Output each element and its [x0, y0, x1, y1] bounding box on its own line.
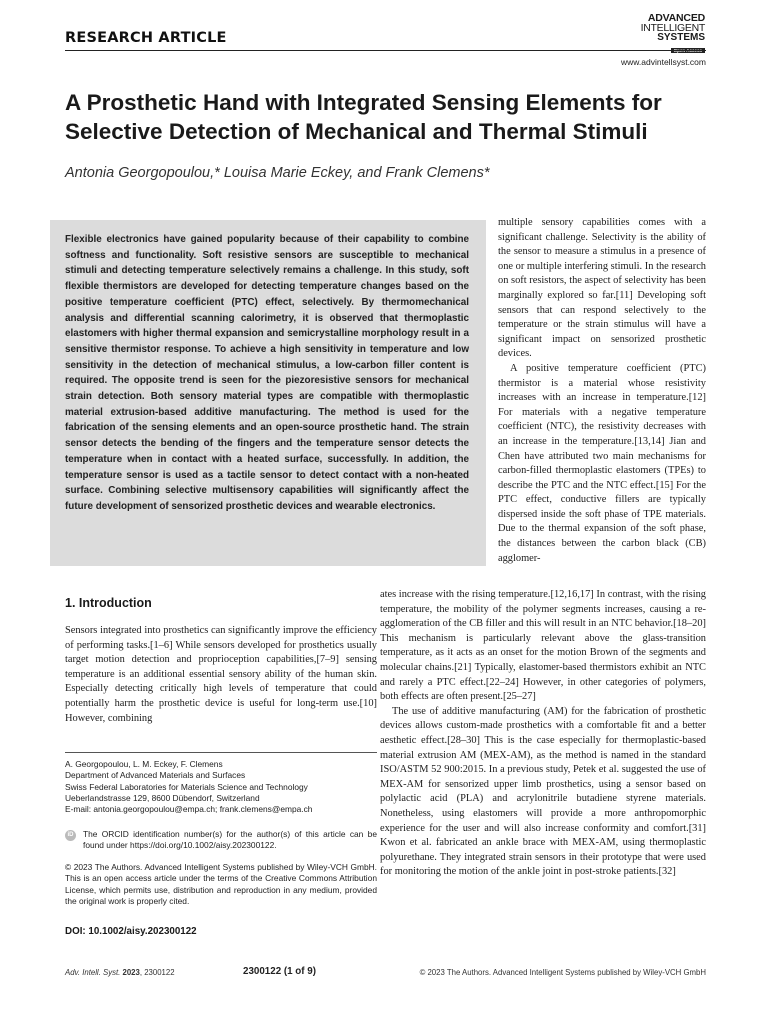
- affiliation-block: [65, 759, 377, 815]
- footer-journal: Adv. Intell. Syst.: [65, 968, 121, 977]
- orcid-note: [65, 829, 377, 852]
- footnote-laboratory: Swiss Federal Laboratories for Materials Science and Technology: [65, 781, 308, 792]
- footnote-divider: [65, 752, 377, 753]
- author-list: Antonia Georgopoulou,* Louisa Marie Eckey, and Frank Clemens*: [65, 165, 490, 181]
- introduction-paragraph: Sensors integrated into prosthetics can significantly improve the efficiency of performing tasks.[1–6] While sensors developed for prosthetics usually target motion detection and proprioception capabilities,[7–9] sensing temperature is an additional essential sensory ability of the human skin. Especially detecting critically high levels of temperature that could potentially harm the prosthetic device is useful for long-term use.[10] However, combining: [65, 625, 377, 724]
- doi-link[interactable]: DOI: 10.1002/aisy.202300122: [65, 926, 197, 937]
- license-note: © 2023 The Authors. Advanced Intelligent Systems published by Wiley-VCH GmbH. This is an open access article under the terms of the Creative Commons Attribution License, which permits use, distribution and reproduction in any medium, provided the original work is properly cited.: [65, 862, 377, 906]
- abstract-text: Flexible electronics have gained popularity because of their capability to combine softness and functionality. Soft resistive sensors are susceptible to mechanical stimuli and detecting temperature selectively remains a challenge. In this study, soft flexible thermistors are developed for detecting temperature changes based on the positive temperature coefficient (PTC) effect, selectively. By thermomechanical analysis and differential scanning calorimetry, it is observed that thermoplastic elastomers with higher thermal expansion and semicrystalline morphology result in a sensitive thermistor response. To achieve a high sensitivity in temperature and low sensitivity in the detection of mechanical stimulus, a low-carbon filler content is required. The opposite trend is seen for the piezoresistive sensors for mechanical strain detection. Both sensory material types are compatible with thermoplastic material extrusion-based additive manufacturing. The method is used for the fabrication of the sensing elements and an open-source prosthetic hand. The strain sensor detects the bending of the fingers and the temperature sensor detects the temperature when in contact with a heated surface, successfully. In addition, the temperature sensor is used as a tactile sensor to detect contact with a non-heated surface. Combining selective multisensory capabilities will significantly affect the future development of sensorized prosthetic devices and wearable electronics.: [65, 234, 469, 512]
- footnote-department: Department of Advanced Materials and Surfaces: [65, 770, 246, 781]
- orcid-text: The ORCID identification number(s) for the author(s) of this article can be found under https://doi.org/10.1002/aisy.202300122.: [83, 829, 377, 851]
- right-column-upper: [498, 216, 706, 566]
- footnote-authors: A. Georgopoulou, L. M. Eckey, F. Clemens: [65, 759, 223, 769]
- orcid-icon[interactable]: iD: [65, 830, 76, 841]
- logo-line-3: SYSTEMS: [657, 32, 705, 43]
- footer-page-number: 2300122 (1 of 9): [243, 966, 316, 977]
- section-label: RESEARCH ARTICLE: [65, 30, 227, 46]
- journal-logo: [633, 14, 705, 53]
- body-paragraph: multiple sensory capabilities comes with a significant challenge. Selectivity is the ability of the sensor to measure a stimulus in a presence of one or multiple interfering stimuli. In the research on soft resistors, the aspect of selectivity has been marginally explored so far.[11] Developing soft sensors that can respond selectively to the temperature or the strain stimulus will have a significant impact on sensorized prosthetic devices.: [498, 217, 706, 360]
- journal-url-link[interactable]: www.advintellsyst.com: [620, 57, 706, 67]
- footer-citation: Adv. Intell. Syst. 2023, 2300122: [65, 968, 175, 977]
- section-heading-introduction: 1. Introduction: [65, 596, 152, 610]
- body-paragraph: The use of additive manufacturing (AM) for the fabrication of prosthetic devices allows custom-made prosthetics with a comfortable fit and a better aesthetic effect.[28–30] This is the case especially for thermoplastic-based material extrusion AM (MEX-AM), as the method is named in the standard ISO/ASTM 52 900:2015. In a previous study, Petek et al. suggested the use of MEX-AM for sensorized upper limb prosthetics, using a sensor based on polylactic acid (PLA) and acrylonitrile butadiene styrene materials. Nonetheless, using elastomers will provide a more anthropomorphic experience for the user and will also increase conformity and comfort.[31] Kwon et al. fabricated an ankle brace with MEX-AM, using thermoplastic polyurethane. They integrated strain sensors in their prototype that were used for monitoring the motion of the ankle joint in post-stroke patients.[32]: [380, 705, 706, 878]
- footer-year: 2023: [122, 968, 140, 977]
- footer-article-number: 2300122: [144, 968, 175, 977]
- footnote-email[interactable]: E-mail: antonia.georgopoulou@empa.ch; frank.clemens@empa.ch: [65, 804, 313, 815]
- right-column-lower: [380, 588, 706, 880]
- logo-line-2: INTELLIGENT: [640, 21, 705, 34]
- article-title: A Prosthetic Hand with Integrated Sensing Elements for Selective Detection of Mechanical and Thermal Stimuli: [65, 90, 662, 144]
- logo-line-1: ADVANCED: [647, 12, 705, 24]
- logo-badge: Open Access: [671, 48, 705, 53]
- header-rule: [65, 50, 706, 51]
- footnote-address: Ueberlandstrasse 129, 8600 Dübendorf, Switzerland: [65, 792, 260, 803]
- body-paragraph: ates increase with the rising temperature.[12,16,17] In contrast, with the rising temperature, the mobility of the polymer segments increases, causing a re-agglomeration of the CB filler and this will result in an NTC behavior.[18–20] This mechanism is particularly relevant above the glass-transition temperature, as it acts as an onset for the motion Brown of the segments and molecular chains.[21] Typically, elastomer-based thermistors exhibit an NTC and rarely a PTC effect.[22–24] However, in other categories of polymers, both effects are often present.[25–27]: [380, 589, 706, 703]
- footer-copyright: © 2023 The Authors. Advanced Intelligent Systems published by Wiley-VCH GmbH: [419, 968, 706, 977]
- body-paragraph: A positive temperature coefficient (PTC) thermistor is a material whose resistivity increases with an increase in temperature.[12] For materials with a negative temperature coefficient (NTC), the resistivity decreases with an increase in the temperature.[13,14] Jian and Chen have attributed two main mechanisms for carbon-filled thermoplastic elastomers (TPEs) to describe the PTC and the NTC effect.[15] For the PTC effect, conductive fillers are typically dispersed inside the soft phase of TPE materials. Due to the thermal expansion of the soft phase, the distances between the carbon black (CB) agglomer-: [498, 362, 706, 564]
